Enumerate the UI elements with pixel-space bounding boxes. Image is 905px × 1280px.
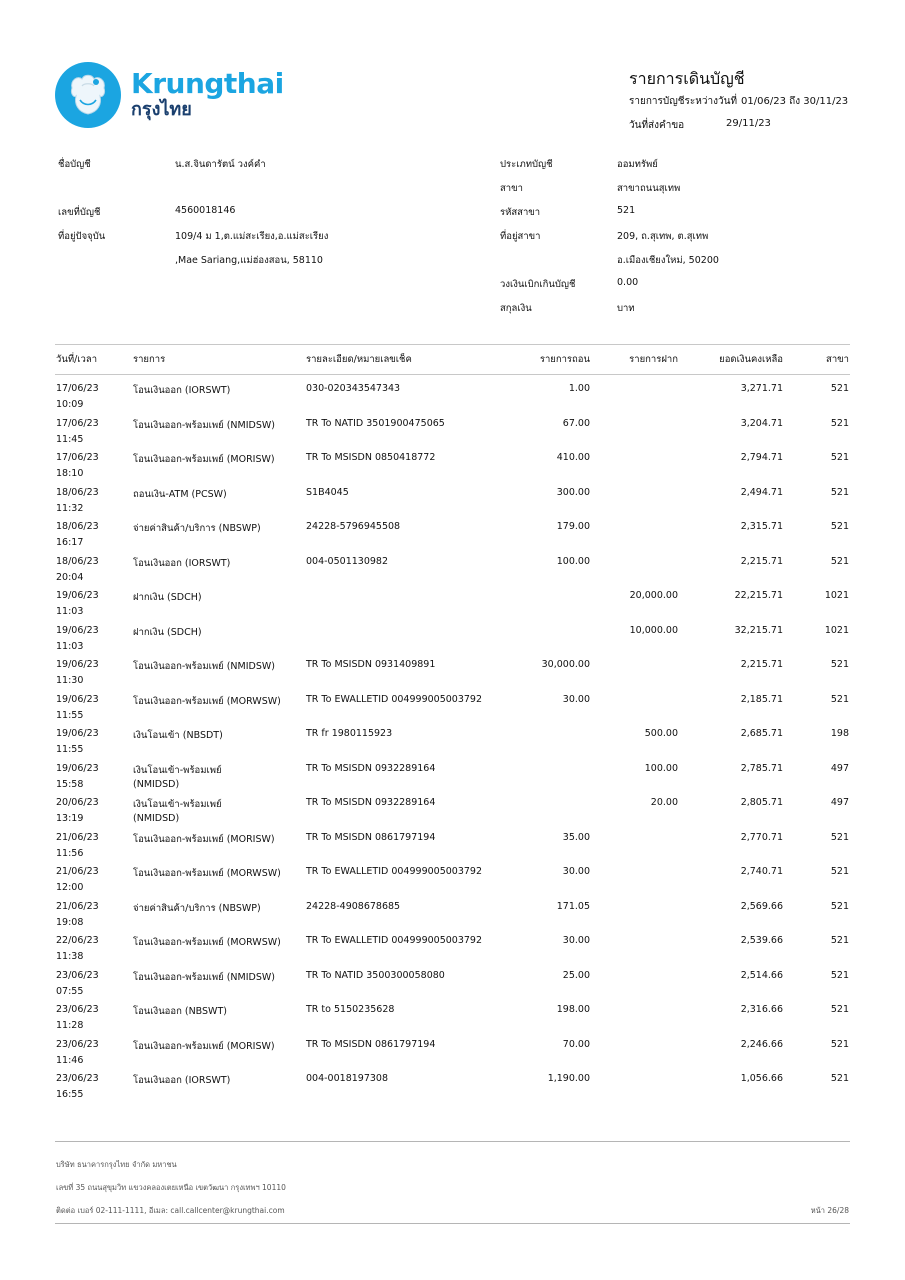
col-header-date: วันที่/เวลา [56,354,98,365]
table-row [0,521,905,555]
branch-code-value: 521 [617,205,636,216]
table-row [0,590,905,624]
row-date: 19/06/23 [56,624,99,636]
row-date: 17/06/23 [56,417,99,429]
page-number: หน้า 26/28 [810,1206,849,1215]
row-detail: TR To MSISDN 0931409891 [306,659,436,670]
row-item: โอนเงินออก (IORSWT) [133,385,231,396]
col-header-item: รายการ [133,354,166,365]
row-balance: 3,271.71 [740,383,783,394]
row-detail: TR To EWALLETID 004999005003792 [306,866,483,877]
address-label: ที่อยู่ปัจจุบัน [58,231,106,242]
row-date: 23/06/23 [56,1073,99,1084]
table-row [0,935,905,969]
table-row [0,487,905,521]
row-deposit: 500.00 [644,728,678,739]
row-branch: 521 [830,521,849,532]
row-branch: 198 [830,728,849,739]
row-item: โอนเงินออก-พร้อมเพย์ (MORISW) [133,1040,275,1052]
account-name-value: น.ส.จินดารัตน์ วงค์คำ [175,159,266,170]
row-item: โอนเงินออก-พร้อมเพย์ (NMIDSW) [133,661,275,672]
table-row [0,728,905,762]
row-balance: 22,215.71 [734,590,783,601]
row-branch: 521 [830,866,849,877]
row-item: โอนเงินออก-พร้อมเพย์ (MORISW) [133,454,275,465]
table-header-divider [55,374,850,375]
row-date: 19/06/23 [56,762,99,774]
row-time: 19:08 [56,916,84,928]
row-item: ฝากเงิน (SDCH) [133,592,202,603]
overdraft-label: วงเงินเบิกเกินบัญชี [500,279,576,290]
row-balance: 2,740.71 [740,866,783,877]
row-branch: 521 [830,1038,849,1050]
row-detail: TR fr 1980115923 [306,728,393,739]
row-time: 16:17 [56,537,84,548]
row-date: 21/06/23 [56,831,99,843]
row-branch: 521 [830,693,849,705]
row-branch: 521 [830,417,849,429]
row-detail: TR To MSISDN 0932289164 [306,762,436,774]
row-item: โอนเงินออก-พร้อมเพย์ (NMIDSW) [133,419,275,431]
row-date: 18/06/23 [56,521,99,532]
row-deposit: 20.00 [650,797,678,808]
row-withdraw: 30.00 [562,935,590,946]
krungthai-logo [55,62,284,128]
row-item: ถอนเงิน-ATM (PCSW) [133,488,227,500]
row-date: 19/06/23 [56,693,99,705]
period-value: 01/06/23 ถึง 30/11/23 [741,96,849,107]
row-withdraw: 30,000.00 [541,659,590,670]
row-branch: 521 [830,969,849,981]
row-date: 21/06/23 [56,900,99,912]
row-time: 15:58 [56,778,84,790]
branch-address-label: ที่อยู่สาขา [500,231,541,242]
shell-icon [68,74,108,116]
table-row [0,694,905,728]
row-detail: 24228-5796945508 [306,521,401,532]
table-top-divider [55,344,850,345]
col-header-withdraw: รายการถอน [539,354,590,365]
row-time: 11:32 [56,502,84,514]
row-item: โอนเงินออก-พร้อมเพย์ (NMIDSW) [133,971,275,983]
branch-code-label: รหัสสาขา [500,207,541,218]
row-date: 18/06/23 [56,486,99,498]
row-detail: 24228-4908678685 [306,900,401,912]
period-label: รายการบัญชีระหว่างวันที่ [629,96,738,107]
row-withdraw: 300.00 [556,486,590,498]
table-row [0,901,905,935]
table-row [0,797,905,831]
statement-period [629,94,848,109]
row-balance: 32,215.71 [734,624,783,636]
table-row [0,763,905,797]
table-row [0,832,905,866]
account-name-label: ชื่อบัญชี [58,159,91,170]
row-date: 18/06/23 [56,555,99,567]
address-line-1: 109/4 ม 1,ต.แม่สะเรียง,อ.แม่สะเรียง [175,231,329,242]
table-row [0,659,905,693]
logo-emblem-icon [55,62,121,128]
request-date-value: 29/11/23 [726,118,771,129]
row-balance: 2,794.71 [740,452,783,463]
row-item: โอนเงินออก (IORSWT) [133,557,231,569]
row-date: 19/06/23 [56,659,99,670]
row-withdraw: 30.00 [562,866,590,877]
row-detail: 004-0018197308 [306,1073,389,1084]
row-time: 11:30 [56,675,84,686]
overdraft-value: 0.00 [617,277,639,288]
row-branch: 1021 [824,590,849,601]
row-detail: TR To EWALLETID 004999005003792 [306,935,483,946]
row-branch: 521 [830,452,849,463]
request-date [629,118,771,133]
row-date: 19/06/23 [56,728,99,739]
row-balance: 2,805.71 [740,797,783,808]
row-item: เงินโอนเข้า-พร้อมเพย์ [133,764,222,776]
row-item: จ่ายค่าสินค้า/บริการ (NBSWP) [133,902,261,914]
row-date: 19/06/23 [56,590,99,601]
row-detail: S1B4045 [306,486,349,498]
row-time: 16:55 [56,1089,84,1100]
branch-value: สาขาถนนสุเทพ [617,183,681,194]
row-branch: 1021 [824,624,849,636]
table-row [0,866,905,900]
row-withdraw: 171.05 [556,900,590,912]
row-balance: 2,215.71 [740,555,783,567]
table-row [0,1004,905,1038]
address-line-2: ,Mae Sariang,แม่ฮ่องสอน, 58110 [175,255,323,266]
row-item: เงินโอนเข้า (NBSDT) [133,730,223,741]
footer-company: บริษัท ธนาคารกรุงไทย จำกัด มหาชน [56,1160,177,1169]
row-date: 23/06/23 [56,1004,99,1015]
row-balance: 3,204.71 [740,417,783,429]
row-balance: 2,316.66 [740,1004,783,1015]
row-withdraw: 70.00 [562,1038,590,1050]
document-title: รายการเดินบัญชี [629,69,745,88]
row-item-continued: (NMIDSD) [133,778,180,790]
row-item: ฝากเงิน (SDCH) [133,626,202,638]
row-branch: 521 [830,555,849,567]
row-detail: TR To MSISDN 0861797194 [306,1038,436,1050]
row-deposit: 20,000.00 [629,590,678,601]
row-item: จ่ายค่าสินค้า/บริการ (NBSWP) [133,523,261,534]
table-row [0,1073,905,1107]
row-balance: 2,514.66 [740,969,783,981]
account-type-value: ออมทรัพย์ [617,159,658,170]
row-withdraw: 67.00 [562,417,590,429]
row-item: โอนเงินออก-พร้อมเพย์ (MORWSW) [133,868,281,879]
row-detail: TR To NATID 3501900475065 [306,417,445,429]
row-detail: TR to 5150235628 [306,1004,395,1015]
request-date-label: วันที่ส่งคำขอ [629,120,685,131]
row-item: โอนเงินออก-พร้อมเพย์ (MORISW) [133,833,275,845]
row-time: 11:38 [56,951,84,962]
row-withdraw: 100.00 [556,555,590,567]
row-date: 17/06/23 [56,383,99,394]
row-item: เงินโอนเข้า-พร้อมเพย์ [133,799,222,810]
row-deposit: 10,000.00 [629,624,678,636]
row-branch: 521 [830,383,849,394]
row-branch: 521 [830,486,849,498]
footer-contact: ติดต่อ เบอร์ 02-111-1111, อีเมล: call.callcenter@krungthai.com [56,1206,285,1215]
row-balance: 2,569.66 [740,900,783,912]
branch-address-line-1: 209, ถ.สุเทพ, ต.สุเทพ [617,231,709,242]
row-time: 18:10 [56,468,84,479]
row-balance: 2,494.71 [740,486,783,498]
row-time: 11:46 [56,1054,84,1066]
row-withdraw: 30.00 [562,693,590,705]
row-time: 11:03 [56,640,84,652]
row-time: 20:04 [56,571,84,583]
row-withdraw: 410.00 [556,452,590,463]
row-withdraw: 179.00 [556,521,590,532]
row-balance: 2,215.71 [740,659,783,670]
branch-label: สาขา [500,183,523,194]
row-branch: 521 [830,935,849,946]
row-date: 22/06/23 [56,935,99,946]
row-deposit: 100.00 [644,762,678,774]
row-date: 23/06/23 [56,969,99,981]
row-date: 20/06/23 [56,797,99,808]
table-row [0,1039,905,1073]
row-balance: 2,685.71 [740,728,783,739]
row-withdraw: 1.00 [568,383,590,394]
row-detail: TR To MSISDN 0932289164 [306,797,436,808]
currency-label: สกุลเงิน [500,303,532,314]
col-header-detail: รายละเอียด/หมายเลขเช็ค [306,354,412,365]
row-time: 13:19 [56,813,84,824]
row-branch: 497 [830,797,849,808]
row-time: 10:09 [56,399,84,410]
account-number-label: เลขที่บัญชี [58,207,101,218]
row-balance: 2,246.66 [740,1038,783,1050]
account-number-value: 4560018146 [175,205,236,216]
row-time: 11:45 [56,433,84,445]
row-branch: 521 [830,831,849,843]
table-row [0,970,905,1004]
row-detail: 030-020343547343 [306,383,401,394]
row-withdraw: 1,190.00 [547,1073,590,1084]
row-balance: 2,539.66 [740,935,783,946]
row-branch: 521 [830,659,849,670]
row-branch: 521 [830,1073,849,1084]
row-detail: TR To NATID 3500300058080 [306,969,445,981]
row-time: 11:55 [56,744,84,755]
footer-bottom-divider [55,1223,850,1224]
row-branch: 521 [830,1004,849,1015]
row-item: โอนเงินออก (IORSWT) [133,1075,231,1086]
footer-address: เลขที่ 35 ถนนสุขุมวิท แขวงคลองเตยเหนือ เขตวัฒนา กรุงเทพฯ 10110 [56,1183,286,1192]
row-detail: TR To MSISDN 0850418772 [306,452,436,463]
row-date: 23/06/23 [56,1038,99,1050]
col-header-deposit: รายการฝาก [629,354,678,365]
row-item-continued: (NMIDSD) [133,813,180,824]
row-date: 17/06/23 [56,452,99,463]
row-time: 11:28 [56,1020,84,1031]
row-balance: 2,185.71 [740,693,783,705]
table-row [0,418,905,452]
logo-brand-th: กรุงไทย [131,99,192,120]
row-detail: TR To MSISDN 0861797194 [306,831,436,843]
row-balance: 2,770.71 [740,831,783,843]
row-withdraw: 35.00 [562,831,590,843]
row-branch: 497 [830,762,849,774]
row-item: โอนเงินออก (NBSWT) [133,1006,227,1017]
row-balance: 2,315.71 [740,521,783,532]
row-withdraw: 25.00 [562,969,590,981]
table-row [0,452,905,486]
table-row [0,625,905,659]
row-item: โอนเงินออก-พร้อมเพย์ (MORWSW) [133,695,281,707]
row-detail: TR To EWALLETID 004999005003792 [306,693,483,705]
row-time: 07:55 [56,985,84,997]
row-detail: 004-0501130982 [306,555,389,567]
row-time: 11:55 [56,709,84,721]
row-time: 12:00 [56,882,84,893]
row-branch: 521 [830,900,849,912]
table-row [0,556,905,590]
currency-value: บาท [617,303,635,314]
row-balance: 2,785.71 [740,762,783,774]
account-type-label: ประเภทบัญชี [500,159,553,170]
footer-top-divider [55,1141,850,1142]
row-date: 21/06/23 [56,866,99,877]
row-time: 11:56 [56,847,84,859]
col-header-balance: ยอดเงินคงเหลือ [719,354,783,365]
row-withdraw: 198.00 [556,1004,590,1015]
table-row [0,383,905,417]
row-balance: 1,056.66 [740,1073,783,1084]
row-time: 11:03 [56,606,84,617]
branch-address-line-2: อ.เมืองเชียงใหม่, 50200 [617,255,719,266]
col-header-branch: สาขา [826,354,849,365]
row-item: โอนเงินออก-พร้อมเพย์ (MORWSW) [133,937,281,948]
logo-brand-en: Krungthai [131,67,284,100]
